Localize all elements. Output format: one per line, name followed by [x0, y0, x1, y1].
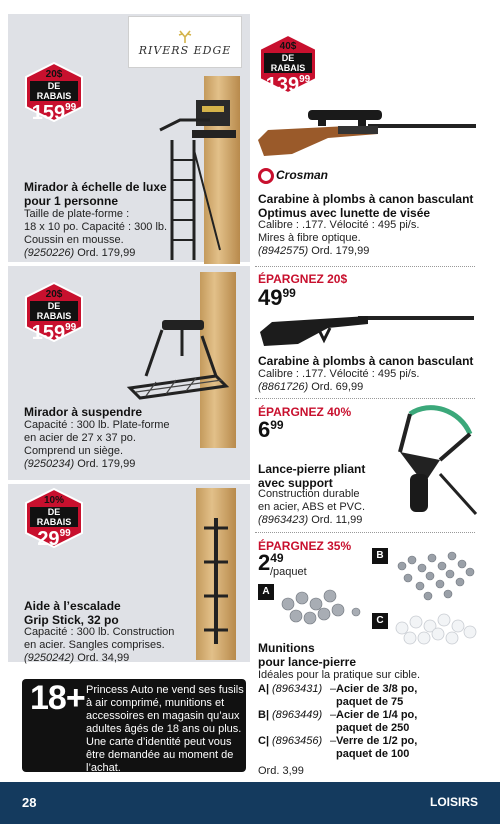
ammo-options-list [258, 683, 478, 761]
air-rifle-scope-image [258, 108, 478, 160]
hang-on-stand-image [126, 316, 236, 406]
notice-text: Princess Auto ne vend ses fusils à air comprimé, munitions et accessoires en magasin qu’aux adultes âgés de 18 ans ou plus. Une carte d’identité peut vous être demandée au moment de l’achat. [86, 684, 244, 774]
product-title: Lance-pierre pliant avec support [258, 462, 366, 490]
product-title: Carabine à plombs à canon basculant [258, 354, 474, 368]
savings-label: ÉPARGNEZ 40% [258, 405, 352, 419]
footer-bar [0, 782, 500, 824]
product-description: Capacité : 300 lb. Plate-forme en acier de 27 x 37 po. Comprend un siège. (9250234) Ord. 179,99 [24, 419, 170, 470]
steel-ammo-large-image [276, 582, 366, 632]
age-restriction-notice [22, 679, 246, 772]
price-unit: /paquet [270, 566, 307, 578]
product-title: Munitions pour lance-pierre [258, 641, 357, 669]
product-description: Idéales pour la pratique sur cible. [258, 669, 421, 681]
product-description: Taille de plate-forme : 18 x 10 po. Capacité : 300 lb. Coussin en mousse. (9250226) Ord. 179,99 [24, 208, 168, 259]
page-number: 28 [22, 795, 37, 810]
deer-icon [170, 29, 200, 45]
sale-price: $2^{49}$ [258, 550, 284, 575]
crosman-logo: Crosman [258, 166, 326, 186]
sale-price: $49^{99}$ [258, 285, 296, 310]
list-item: B| (8963449) – Acier de 1/4 po, paquet de 250 [258, 709, 418, 734]
crosman-ring-icon [258, 168, 274, 184]
product-description: Calibre : .177. Vélocité : 495 pi/s. Mires à fibre optique. (8942575) Ord. 179,99 [258, 219, 420, 257]
label-b: B [372, 548, 388, 564]
divider [255, 266, 475, 267]
sale-price: $6^{99}$ [258, 417, 284, 442]
steel-ammo-small-image [392, 546, 478, 606]
product-title: Carabine à plombs à canon basculant Optimus avec lunette de visée [258, 192, 474, 220]
divider [255, 398, 475, 399]
sale-price: $29^{99}$ [37, 528, 71, 550]
product-title: Mirador à suspendre [24, 405, 143, 419]
savings-label: ÉPARGNEZ 20$ [258, 272, 348, 286]
product-title: Aide à l’escalade Grip Stick, 32 po [24, 599, 121, 627]
sale-price: $139^{99}$ [265, 74, 311, 96]
divider [255, 532, 475, 533]
logo-text: RIVERS EDGE [138, 43, 232, 57]
discount-badge: 20$ DE RABAIS $159^{99}$ [24, 62, 84, 125]
product-description: Construction durable en acier, ABS et PVC. (8963423) Ord. 11,99 [258, 488, 366, 526]
regular-price: Ord. 3,99 [258, 765, 304, 777]
sale-price: $159^{99}$ [31, 102, 77, 124]
section-title: LOISIRS [429, 795, 478, 809]
discount-badge: 10% DE RABAIS $29^{99}$ [24, 488, 84, 551]
rivers-edge-logo [128, 16, 242, 68]
discount-badge: 20$ DE RABAIS $159^{99}$ [24, 282, 84, 345]
list-item: C| (8963456) – Verre de 1/2 po, paquet de 100 [258, 735, 418, 760]
product-description: Capacité : 300 lb. Construction en acier. Sangles comprises. (9250242) Ord. 34,99 [24, 626, 175, 664]
list-item: A| (8963431) – Acier de 3/8 po, paquet de 75 [258, 683, 418, 708]
sale-price: $159^{99}$ [31, 322, 77, 344]
age-18-icon: 18+ [30, 679, 85, 717]
slingshot-image [380, 404, 480, 522]
savings-label: ÉPARGNEZ 35% [258, 539, 352, 553]
product-title: Mirador à échelle de luxe pour 1 personne [24, 180, 167, 208]
discount-badge: 40$ DE RABAIS $139^{99}$ [258, 34, 318, 97]
label-c: C [372, 613, 388, 629]
air-rifle-image [258, 310, 478, 350]
product-description: Calibre : .177. Vélocité : 495 pi/s. (8861726) Ord. 69,99 [258, 368, 420, 393]
label-a: A [258, 584, 274, 600]
